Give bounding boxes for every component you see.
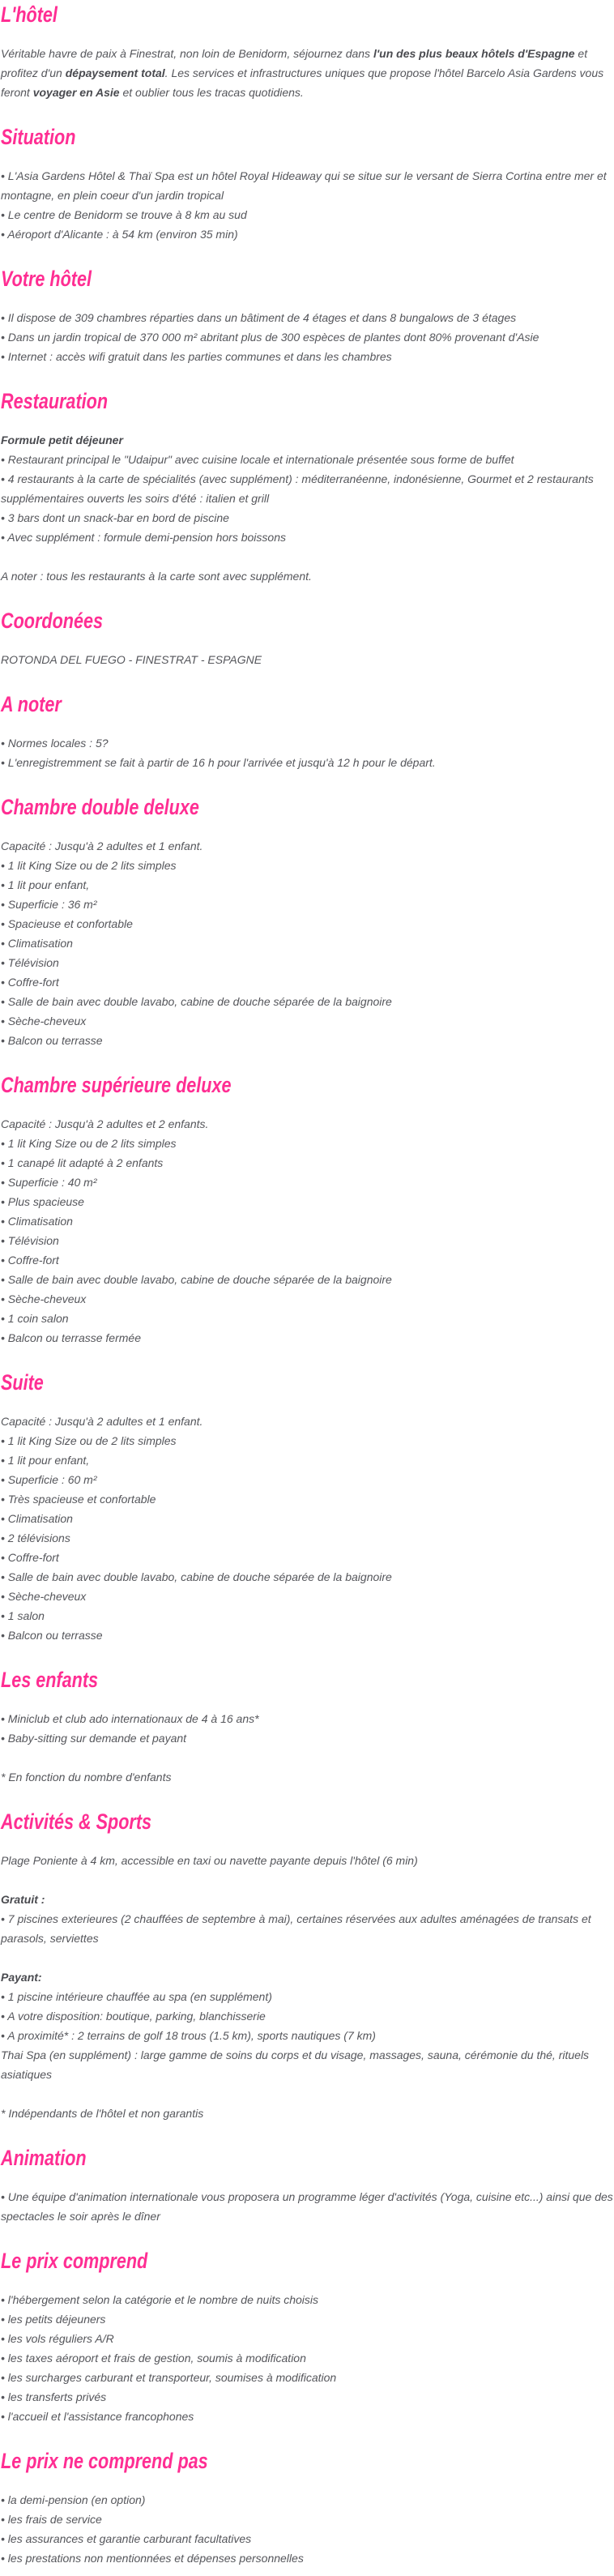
section-les-enfants <box>1 1668 614 1787</box>
bullet-list <box>1 1987 614 2045</box>
paragraph: Capacité : Jusqu'à 2 adultes et 1 enfant. <box>1 1415 203 1428</box>
section-title: Votre hôtel <box>1 267 92 291</box>
section-situation <box>1 125 614 244</box>
bullet-item: • les transferts privés <box>1 2387 614 2407</box>
paragraph: ROTONDA DEL FUEGO - FINESTRAT - ESPAGNE <box>1 653 262 666</box>
bullet-item: • Internet : accès wifi gratuit dans les parties communes et dans les chambres <box>1 347 614 366</box>
bullet-item: • l'hébergement selon la catégorie et le nombre de nuits choisis <box>1 2290 614 2309</box>
bullet-item: • Climatisation <box>1 1509 614 1528</box>
section-hotel <box>1 2 614 102</box>
bullet-item: • Balcon ou terrasse <box>1 1031 614 1050</box>
subheading: Gratuit : <box>1 1893 45 1906</box>
bullet-item: • Une équipe d'animation internationale vous proposera un programme léger d'activités (Yoga, cuisine etc...) ainsi que des spectacles le soir après le dîner <box>1 2187 614 2226</box>
text-run-bold: dépaysement total <box>65 66 165 79</box>
bullet-item: • les vols réguliers A/R <box>1 2329 614 2348</box>
bullet-item: • Superficie : 36 m² <box>1 895 614 914</box>
text-run: Véritable havre de paix à Finestrat, non loin de Benidorm, séjournez dans <box>1 47 373 60</box>
bullet-list <box>1 166 614 244</box>
bullet-item: • Télévision <box>1 1231 614 1250</box>
bullet-item: • L'enregistremment se fait à partir de 16 h pour l'arrivée et jusqu'à 12 h pour le départ. <box>1 753 614 772</box>
bullet-item: • A votre disposition: boutique, parking, blanchisserie <box>1 2006 614 2026</box>
section-a-noter <box>1 692 614 772</box>
bullet-item: • 1 canapé lit adapté à 2 enfants <box>1 1153 614 1173</box>
paragraph: * En fonction du nombre d'enfants <box>1 1771 172 1784</box>
bullet-item: • l'accueil et l'assistance francophones <box>1 2407 614 2426</box>
bullet-item: • 1 salon <box>1 1606 614 1625</box>
section-animation <box>1 2146 614 2226</box>
section-title: Animation <box>1 2146 87 2170</box>
bullet-item: • L'Asia Gardens Hôtel & Thaï Spa est un hôtel Royal Hideaway qui se situe sur le versant de Sierra Cortina entre mer et montagne, en plein coeur d'un jardin tropical <box>1 166 614 205</box>
section-title: Le prix ne comprend pas <box>1 2449 208 2473</box>
bullet-item: • Balcon ou terrasse fermée <box>1 1328 614 1348</box>
bullet-item: • Normes locales : 5? <box>1 733 614 753</box>
bullet-list <box>1 1909 614 1948</box>
bullet-item: • 2 télévisions <box>1 1528 614 1548</box>
bullet-item: • Superficie : 60 m² <box>1 1470 614 1489</box>
paragraph: Plage Poniente à 4 km, accessible en taxi ou navette payante depuis l'hôtel (6 min) <box>1 1854 418 1867</box>
bullet-item: • Très spacieuse et confortable <box>1 1489 614 1509</box>
subheading: Payant: <box>1 1971 42 1984</box>
bullet-item: • Dans un jardin tropical de 370 000 m² abritant plus de 300 espèces de plantes dont 80% provenant d'Asie <box>1 327 614 347</box>
bullet-item: • Le centre de Benidorm se trouve à 8 km au sud <box>1 205 614 224</box>
paragraph <box>1 44 614 102</box>
section-title: Le prix comprend <box>1 2249 148 2273</box>
section-chambre-double-deluxe <box>1 795 614 1050</box>
paragraph: Capacité : Jusqu'à 2 adultes et 2 enfants. <box>1 1117 209 1130</box>
bullet-item: • Salle de bain avec double lavabo, cabine de douche séparée de la baignoire <box>1 1270 614 1289</box>
bullet-item: • Sèche-cheveux <box>1 1011 614 1031</box>
bullet-item: • Salle de bain avec double lavabo, cabine de douche séparée de la baignoire <box>1 992 614 1011</box>
bullet-list <box>1 450 614 547</box>
section-le-prix-ne-comprend-pas <box>1 2449 614 2568</box>
section-title: Activités & Sports <box>1 1809 152 1834</box>
bullet-item: • Coffre-fort <box>1 1548 614 1567</box>
section-title: Restauration <box>1 389 109 413</box>
bullet-item: • Miniclub et club ado internationaux de 4 à 16 ans* <box>1 1709 614 1728</box>
bullet-list <box>1 733 614 772</box>
bullet-list <box>1 856 614 1050</box>
section-chambre-superieure-deluxe <box>1 1073 614 1348</box>
text-run: et oublier tous les tracas quotidiens. <box>119 86 304 99</box>
bullet-item: • 1 piscine intérieure chauffée au spa (en supplément) <box>1 1987 614 2006</box>
bullet-item: • 1 lit King Size ou de 2 lits simples <box>1 1431 614 1450</box>
section-restauration <box>1 389 614 586</box>
section-title: Chambre supérieure deluxe <box>1 1073 232 1097</box>
bullet-item: • les prestations non mentionnées et dépenses personnelles <box>1 2548 614 2568</box>
bullet-item: • Coffre-fort <box>1 1250 614 1270</box>
section-title: Les enfants <box>1 1668 99 1692</box>
bullet-list <box>1 308 614 366</box>
bullet-item: • Coffre-fort <box>1 972 614 992</box>
paragraph: * Indépendants de l'hôtel et non garantis <box>1 2107 204 2120</box>
bullet-item: • les petits déjeuners <box>1 2309 614 2329</box>
bullet-list <box>1 1431 614 1645</box>
bullet-item: • 1 lit pour enfant, <box>1 875 614 895</box>
bullet-list <box>1 2490 614 2568</box>
bullet-item: • Avec supplément : formule demi-pension hors boissons <box>1 528 614 547</box>
bullet-item: • 1 coin salon <box>1 1309 614 1328</box>
bullet-item: • les frais de service <box>1 2510 614 2529</box>
paragraph: A noter : tous les restaurants à la carte sont avec supplément. <box>1 570 312 583</box>
bullet-item: • 3 bars dont un snack-bar en bord de piscine <box>1 508 614 528</box>
text-run: et profitez d'un <box>1 47 588 79</box>
section-title: Chambre double deluxe <box>1 795 199 819</box>
section-title: A noter <box>1 692 62 716</box>
section-title: L'hôtel <box>1 2 58 27</box>
section-suite <box>1 1370 614 1645</box>
bullet-item: • Spacieuse et confortable <box>1 914 614 933</box>
text-run-bold: l'un des plus beaux hôtels d'Espagne <box>373 47 575 60</box>
bullet-item: • 1 lit King Size ou de 2 lits simples <box>1 856 614 875</box>
bullet-list <box>1 2290 614 2426</box>
bullet-list <box>1 2187 614 2226</box>
bullet-item: • Superficie : 40 m² <box>1 1173 614 1192</box>
bullet-item: • 4 restaurants à la carte de spécialités (avec supplément) : méditerranéenne, indonésienne, Gourmet et 2 restaurants supplémentaires ouverts les soirs d'été : italien et grill <box>1 469 614 508</box>
bullet-item: • Climatisation <box>1 1211 614 1231</box>
bullet-item: • Aéroport d'Alicante : à 54 km (environ 35 min) <box>1 224 614 244</box>
text-run-bold: voyager en Asie <box>32 86 120 99</box>
section-le-prix-comprend <box>1 2249 614 2426</box>
text-run: . Les services et infrastructures uniques que propose l'hôtel Barcelo Asia Gardens vous feront <box>1 66 604 99</box>
bullet-item: • Sèche-cheveux <box>1 1289 614 1309</box>
bullet-list <box>1 1709 614 1748</box>
section-activites-sports <box>1 1809 614 2123</box>
bullet-item: • la demi-pension (en option) <box>1 2490 614 2510</box>
bullet-item: • Plus spacieuse <box>1 1192 614 1211</box>
bullet-item: • 1 lit pour enfant, <box>1 1450 614 1470</box>
bullet-item: • les taxes aéroport et frais de gestion, soumis à modification <box>1 2348 614 2368</box>
section-coordonees <box>1 609 614 669</box>
bullet-item: • Baby-sitting sur demande et payant <box>1 1728 614 1748</box>
section-votre-hotel <box>1 267 614 366</box>
bullet-item: • Salle de bain avec double lavabo, cabine de douche séparée de la baignoire <box>1 1567 614 1587</box>
bullet-item: • A proximité* : 2 terrains de golf 18 trous (1.5 km), sports nautiques (7 km) <box>1 2026 614 2045</box>
bullet-item: • Il dispose de 309 chambres réparties dans un bâtiment de 4 étages et dans 8 bungalows de 3 étages <box>1 308 614 327</box>
bullet-item: • Télévision <box>1 953 614 972</box>
paragraph: Capacité : Jusqu'à 2 adultes et 1 enfant. <box>1 839 203 852</box>
bullet-item: • Climatisation <box>1 933 614 953</box>
bullet-item: • Sèche-cheveux <box>1 1587 614 1606</box>
section-title: Suite <box>1 1370 44 1395</box>
bullet-item: • Balcon ou terrasse <box>1 1625 614 1645</box>
bullet-item: • Restaurant principal le "Udaipur" avec cuisine locale et internationale présentée sous forme de buffet <box>1 450 614 469</box>
section-title: Situation <box>1 125 76 149</box>
bullet-item: • les surcharges carburant et transporteur, soumises à modification <box>1 2368 614 2387</box>
bullet-item: • les assurances et garantie carburant facultatives <box>1 2529 614 2548</box>
paragraph: Thai Spa (en supplément) : large gamme de soins du corps et du visage, massages, sauna, cérémonie du thé, rituels asiatiques <box>1 2048 590 2081</box>
bullet-item: • 7 piscines exterieures (2 chauffées de septembre à mai), certaines réservées aux adultes aménagées de transats et parasols, serviettes <box>1 1909 614 1948</box>
section-title: Coordonées <box>1 609 104 633</box>
subheading: Formule petit déjeuner <box>1 434 123 446</box>
bullet-list <box>1 1134 614 1348</box>
bullet-item: • 1 lit King Size ou de 2 lits simples <box>1 1134 614 1153</box>
